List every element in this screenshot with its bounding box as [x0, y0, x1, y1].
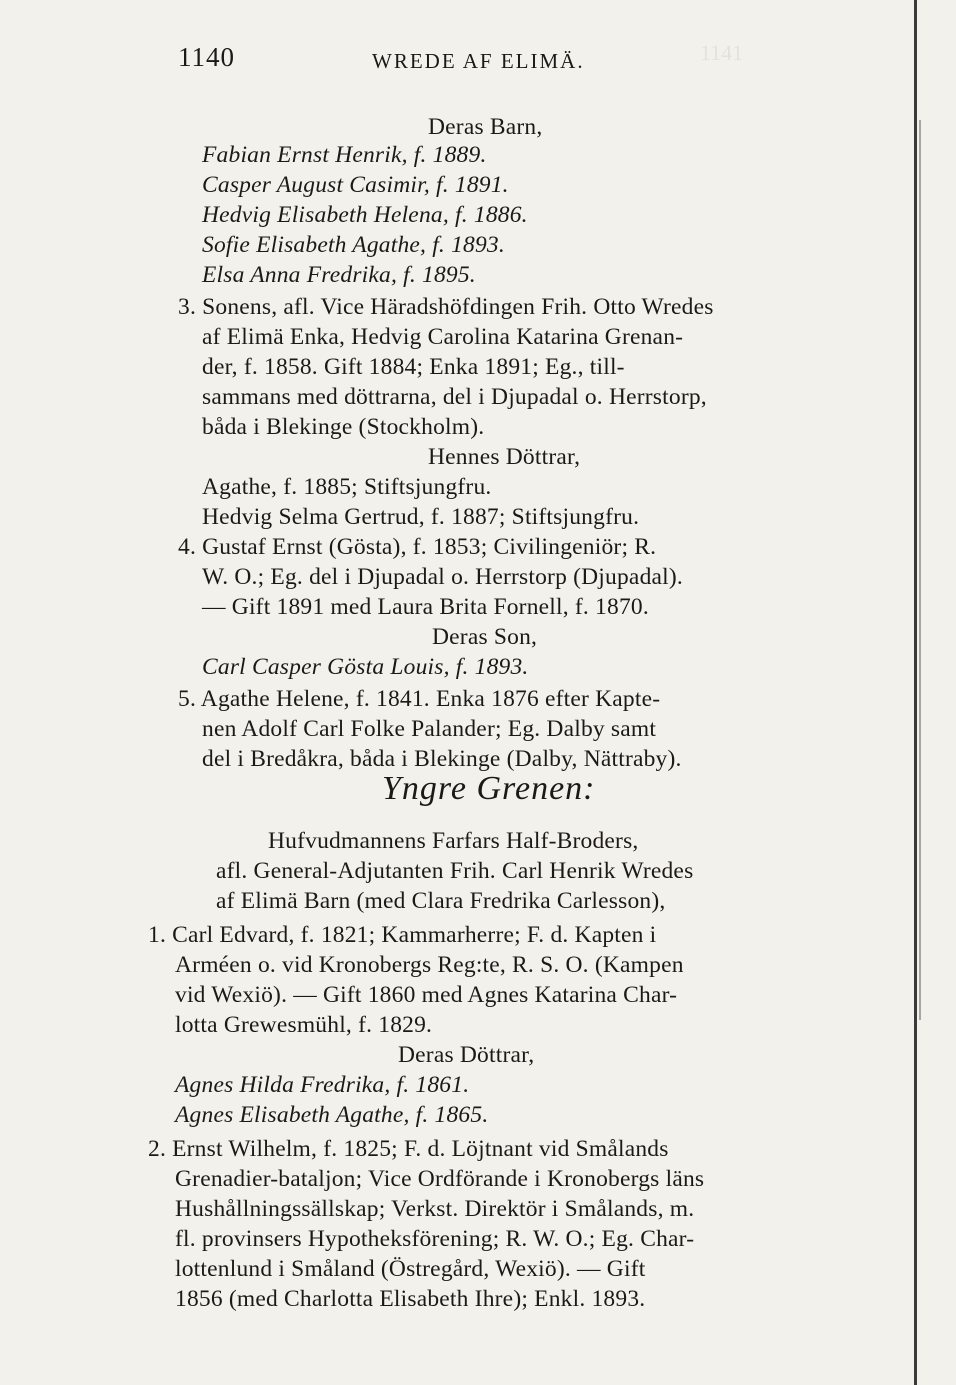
page-edge-rule — [914, 0, 917, 1385]
entry-line: 5. Agathe Helene, f. 1841. Enka 1876 efter Kapte- — [178, 686, 661, 712]
text-line: nen Adolf Carl Folke Palander; Eg. Dalby samt — [202, 716, 657, 742]
text-line: Agathe, f. 1885; Stiftsjungfru. — [202, 474, 492, 500]
section-heading: Yngre Grenen: — [382, 770, 596, 807]
text-line: Elsa Anna Fredrika, f. 1895. — [202, 262, 476, 288]
bleed-through-mark: 1141 — [700, 40, 744, 65]
text-line: af Elimä Enka, Hedvig Carolina Katarina Grenan- — [202, 324, 684, 350]
page-edge-shadow — [919, 120, 921, 1020]
entry-line: 1. Carl Edvard, f. 1821; Kammarherre; F. d. Kapten i — [148, 922, 657, 948]
text-line: sammans med döttrarna, del i Djupadal o. Herrstorp, — [202, 384, 707, 410]
text-line: lottenlund i Småland (Östregård, Wexiö). — Gift — [175, 1256, 646, 1282]
text-line: del i Bredåkra, båda i Blekinge (Dalby, Nättraby). — [202, 746, 682, 772]
sub-heading: Deras Döttrar, — [398, 1042, 535, 1068]
page-number: 1140 — [178, 42, 235, 72]
text-line: lotta Grewesmühl, f. 1829. — [175, 1012, 433, 1038]
text-line: Hedvig Elisabeth Helena, f. 1886. — [202, 202, 528, 228]
text-line: Agnes Elisabeth Agathe, f. 1865. — [175, 1102, 489, 1128]
text-line: båda i Blekinge (Stockholm). — [202, 414, 485, 440]
text-line: Agnes Hilda Fredrika, f. 1861. — [175, 1072, 470, 1098]
sub-heading: Hennes Döttrar, — [428, 444, 581, 470]
text-line: af Elimä Barn (med Clara Fredrika Carlesson), — [216, 888, 666, 914]
text-line: — Gift 1891 med Laura Brita Fornell, f. 1870. — [202, 594, 649, 620]
entry-line: 4. Gustaf Ernst (Gösta), f. 1853; Civilingeniör; R. — [178, 534, 657, 560]
text-line: Arméen o. vid Kronobergs Reg:te, R. S. O. (Kampen — [175, 952, 684, 978]
text-line: Grenadier-bataljon; Vice Ordförande i Kronobergs läns — [175, 1166, 705, 1192]
entry-line: 3. Sonens, afl. Vice Häradshöfdingen Frih. Otto Wredes — [178, 294, 714, 320]
text-line: 1856 (med Charlotta Elisabeth Ihre); Enkl. 1893. — [175, 1286, 646, 1312]
sub-heading: Deras Barn, — [428, 114, 543, 140]
text-line: Sofie Elisabeth Agathe, f. 1893. — [202, 232, 505, 258]
text-line: Casper August Casimir, f. 1891. — [202, 172, 509, 198]
text-line: W. O.; Eg. del i Djupadal o. Herrstorp (Djupadal). — [202, 564, 683, 590]
text-line: Hedvig Selma Gertrud, f. 1887; Stiftsjungfru. — [202, 504, 640, 530]
text-line: fl. provinsers Hypotheksförening; R. W. O.; Eg. Char- — [175, 1226, 695, 1252]
entry-line: 2. Ernst Wilhelm, f. 1825; F. d. Löjtnant vid Smålands — [148, 1136, 669, 1162]
text-line: Carl Casper Gösta Louis, f. 1893. — [202, 654, 529, 680]
text-line: vid Wexiö). — Gift 1860 med Agnes Katarina Char- — [175, 982, 678, 1008]
sub-heading: Hufvudmannens Farfars Half-Broders, — [268, 828, 639, 854]
text-line: Fabian Ernst Henrik, f. 1889. — [202, 142, 487, 168]
text-line: der, f. 1858. Gift 1884; Enka 1891; Eg., till- — [202, 354, 625, 380]
text-line: afl. General-Adjutanten Frih. Carl Henrik Wredes — [216, 858, 694, 884]
sub-heading: Deras Son, — [432, 624, 538, 650]
running-title: WREDE AF ELIMÄ. — [372, 49, 585, 73]
text-line: Hushållningssällskap; Verkst. Direktör i Smålands, m. — [175, 1196, 695, 1222]
